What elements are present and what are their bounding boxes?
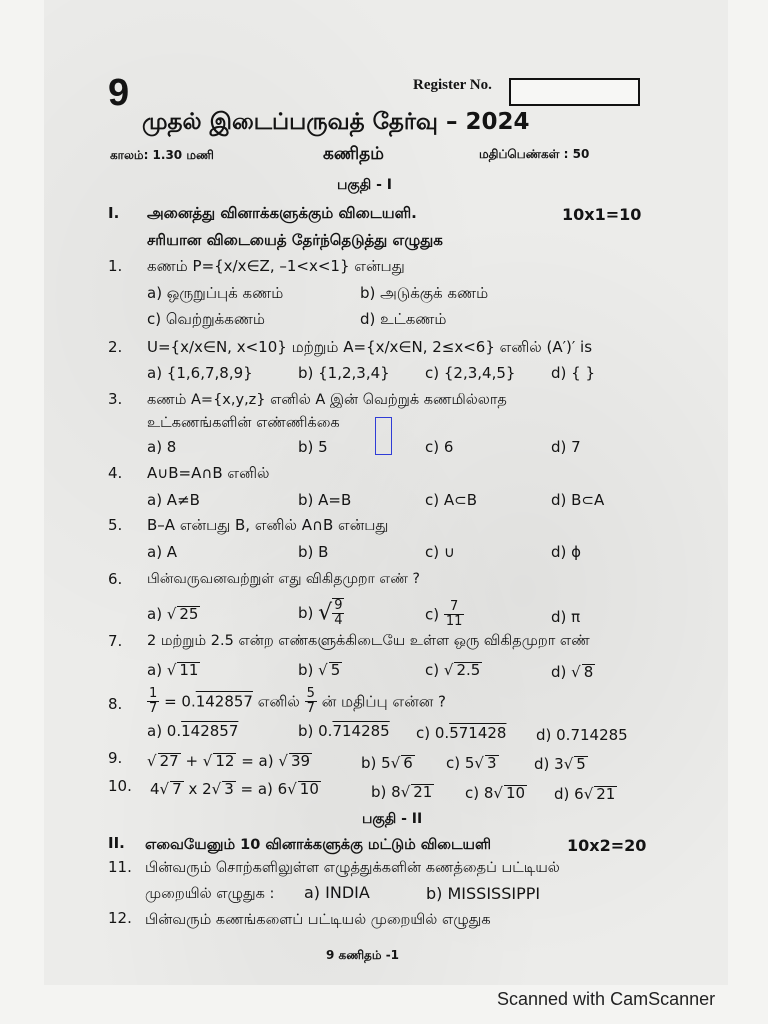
part-1-score: 10x1=10 — [562, 205, 642, 224]
radicand: 12 — [215, 752, 235, 770]
option-label: c) 5 — [446, 754, 475, 772]
question-text: கணம் P={x/x∈Z, –1<x<1} என்பது — [147, 257, 405, 275]
radicand: 39 — [290, 752, 311, 770]
radicand: 5 — [576, 755, 586, 773]
radicand: 8 — [583, 663, 594, 681]
option-c: c) 6 — [425, 438, 454, 456]
option-d: d) √ 8 — [551, 663, 594, 681]
page-footer: 9 கணிதம் -1 — [326, 948, 400, 962]
register-number-box[interactable] — [509, 78, 640, 106]
option-d: d) { } — [551, 364, 595, 382]
option-label: c) 8 — [465, 784, 494, 802]
option-c: c) 8√ 10 — [465, 784, 526, 802]
option-d: d) π — [551, 608, 581, 626]
part-2-instruction: எவையேனும் 10 வினாக்களுக்கு மட்டும் விடையளி — [145, 837, 492, 853]
question-text: பின்வரும் கணங்களைப் பட்டியல் முறையில் எழுதுக — [145, 912, 491, 928]
option-b: b) {1,2,3,4} — [298, 364, 390, 382]
subject-name: கணிதம் — [323, 144, 384, 164]
option-a: a) A≠B — [147, 491, 200, 509]
option-a — [147, 724, 238, 739]
question-number: 7. — [108, 632, 123, 650]
option-c — [416, 726, 506, 741]
question-number: 3. — [108, 390, 123, 408]
option-a: a) {1,6,7,8,9} — [147, 364, 253, 382]
option-label: c) 0. — [416, 724, 450, 742]
question-text-line-2: முறையில் எழுதுக : — [145, 886, 275, 902]
radicand: 7 — [172, 780, 182, 798]
question-expression: 4√ 7 x 2√ 3 = a) 6√ 10 — [150, 780, 319, 798]
fraction-denominator: 7 — [306, 701, 315, 717]
question-text: A∪B=A∩B எனில் — [147, 464, 270, 482]
option-label: b) — [298, 603, 314, 622]
part-2-heading: பகுதி - II — [362, 811, 423, 827]
question-connector: எனில் — [257, 692, 300, 711]
question-text: கணம் A={x,y,z} எனில் A இன் வெற்றுக் கணமில்லாத — [147, 392, 507, 408]
question-number: 9. — [108, 749, 123, 767]
exam-duration: காலம்: 1.30 மணி — [110, 148, 214, 162]
question-number: 1. — [108, 257, 123, 275]
question-text: U={x/x∈N, x<10} மற்றும் A={x/x∈N, 2≤x<6} எனில் (A′)′ is — [147, 338, 593, 356]
option-label: c) — [425, 605, 440, 624]
option-a: a) INDIA — [304, 883, 370, 902]
option-label: d) — [551, 663, 567, 681]
radicand: 11 — [179, 661, 199, 679]
part-2-score: 10x2=20 — [567, 836, 647, 855]
option-d: d) உட்கணம் — [360, 310, 447, 328]
class-number: 9 — [108, 72, 130, 114]
option-label: b) — [298, 661, 314, 679]
option-b: b) 8√ 21 — [371, 783, 433, 801]
option-label: b) 5 — [361, 754, 391, 772]
option-c: c) வெற்றுக்கணம் — [147, 310, 265, 328]
option-label: d) 6 — [554, 785, 584, 803]
option-label: a) — [147, 661, 163, 679]
option-label: b) 0. — [298, 722, 333, 740]
option-d: d) 7 — [551, 438, 581, 456]
radicand: 21 — [413, 783, 433, 801]
fraction-denominator: 7 — [149, 701, 158, 717]
radicand: 3 — [224, 780, 234, 798]
repeating-digits: 142857 — [181, 722, 239, 740]
selection-highlight — [375, 417, 392, 455]
radicand: 3 — [486, 754, 497, 772]
question-number: 12. — [108, 909, 132, 927]
exam-title: முதல் இடைப்பருவத் தேர்வு – 2024 — [142, 109, 530, 135]
option-label: b) 8 — [371, 783, 401, 801]
fraction-numerator: 7 — [444, 600, 465, 615]
part-1-instruction-2: சரியான விடையைத் தேர்ந்தெடுத்து எழுதுக — [147, 231, 443, 249]
option-b: b) அடுக்குக் கணம் — [360, 284, 489, 302]
total-marks: மதிப்பெண்கள் : 50 — [479, 147, 590, 161]
option-label: d) 3 — [534, 755, 564, 773]
option-c: c) 5√ 3 — [446, 754, 497, 772]
radicand: 10 — [299, 780, 319, 798]
radicand: 25 — [179, 605, 199, 623]
question-text: பின்வரும் சொற்களிலுள்ள எழுத்துக்களின் கணத்தைப் பட்டியல் — [145, 860, 560, 876]
option-label: c) — [425, 661, 440, 679]
question-number: 4. — [108, 464, 123, 482]
option-a: a) A — [147, 543, 178, 561]
part-2-roman: II. — [108, 834, 125, 852]
question-number: 5. — [108, 516, 123, 534]
radicand: 21 — [596, 785, 616, 803]
question-text: B–A என்பது B, எனில் A∩B என்பது — [147, 516, 389, 534]
option-label: a) — [147, 605, 163, 623]
option-d: d) B⊂A — [551, 491, 605, 509]
option-c: c) ∪ — [425, 543, 455, 561]
repeating-digits: 714285 — [332, 722, 390, 740]
option-b: b) √ $\frac{9}{4}$ — [298, 598, 343, 629]
plus-sign: + — [185, 752, 199, 770]
radicand: 2.5 — [456, 661, 481, 679]
option-b: b) B — [298, 543, 329, 561]
fraction-numerator: 9 — [334, 598, 343, 613]
repeating-digits: 142857 — [195, 692, 253, 711]
question-expression: √ 27 + √ 12 = a) √ 39 — [147, 752, 311, 770]
radicand: 5 — [330, 661, 341, 679]
option-d: d) 6√ 21 — [554, 785, 616, 803]
question-number: 6. — [108, 570, 123, 588]
option-b: b) 5 — [298, 438, 328, 456]
scanner-watermark: Scanned with CamScanner — [497, 989, 716, 1009]
radicand: 27 — [159, 752, 179, 770]
question-text — [147, 687, 446, 717]
option-b: b) √ 5 — [298, 661, 341, 679]
multiply-term: x 2 — [188, 780, 212, 798]
part-1-roman: I. — [108, 204, 120, 222]
part-1-heading: பகுதி - I — [337, 177, 393, 193]
option-c — [425, 600, 464, 630]
radicand: 6 — [403, 754, 413, 772]
option-b: b) A=B — [298, 491, 352, 509]
question-number: 8. — [108, 695, 123, 713]
option-b: b) MISSISSIPPI — [426, 884, 541, 903]
option-a: a) ஒருறுப்புக் கணம் — [147, 284, 284, 302]
option-a: a) √ 25 — [147, 605, 199, 623]
fraction-denominator: 4 — [334, 613, 343, 629]
option-d: d) 0.714285 — [536, 726, 628, 744]
question-number: 11. — [108, 858, 132, 876]
question-number: 10. — [108, 777, 132, 795]
fraction-denominator: 11 — [445, 614, 463, 630]
option-b — [298, 724, 390, 739]
register-label: Register No. — [413, 77, 492, 93]
question-ending: ன் மதிப்பு என்ன ? — [321, 692, 447, 711]
option-b: b) 5√ 6 — [361, 754, 413, 772]
question-text-line-2: உட்கணங்களின் எண்ணிக்கை — [147, 415, 340, 431]
equals-decimal: = 0. — [164, 692, 196, 711]
fraction-numerator: 1 — [149, 686, 158, 701]
option-c: c) A⊂B — [425, 491, 477, 509]
option-label: = a) — [241, 752, 274, 770]
fraction-numerator: 5 — [306, 686, 315, 701]
question-text: பின்வருவனவற்றுள் எது விகிதமுறா எண் ? — [147, 571, 420, 587]
option-a: a) √ 11 — [147, 661, 199, 679]
option-label: = a) 6 — [240, 780, 288, 798]
option-label: a) 0. — [147, 722, 182, 740]
part-1-instruction: அனைத்து வினாக்களுக்கும் விடையளி. — [147, 204, 417, 222]
radicand: 10 — [505, 784, 526, 802]
option-d: d) ϕ — [551, 543, 582, 561]
coefficient: 4 — [150, 780, 160, 798]
option-a: a) 8 — [147, 438, 177, 456]
option-d: d) 3√ 5 — [534, 755, 586, 773]
question-text: 2 மற்றும் 2.5 என்ற எண்களுக்கிடையே உள்ள ஒரு விகிதமுறா எண் — [147, 633, 590, 649]
question-number: 2. — [108, 338, 123, 356]
option-c: c) √ 2.5 — [425, 661, 481, 679]
repeating-digits: 571428 — [449, 724, 507, 742]
option-c: c) {2,3,4,5} — [425, 364, 516, 382]
